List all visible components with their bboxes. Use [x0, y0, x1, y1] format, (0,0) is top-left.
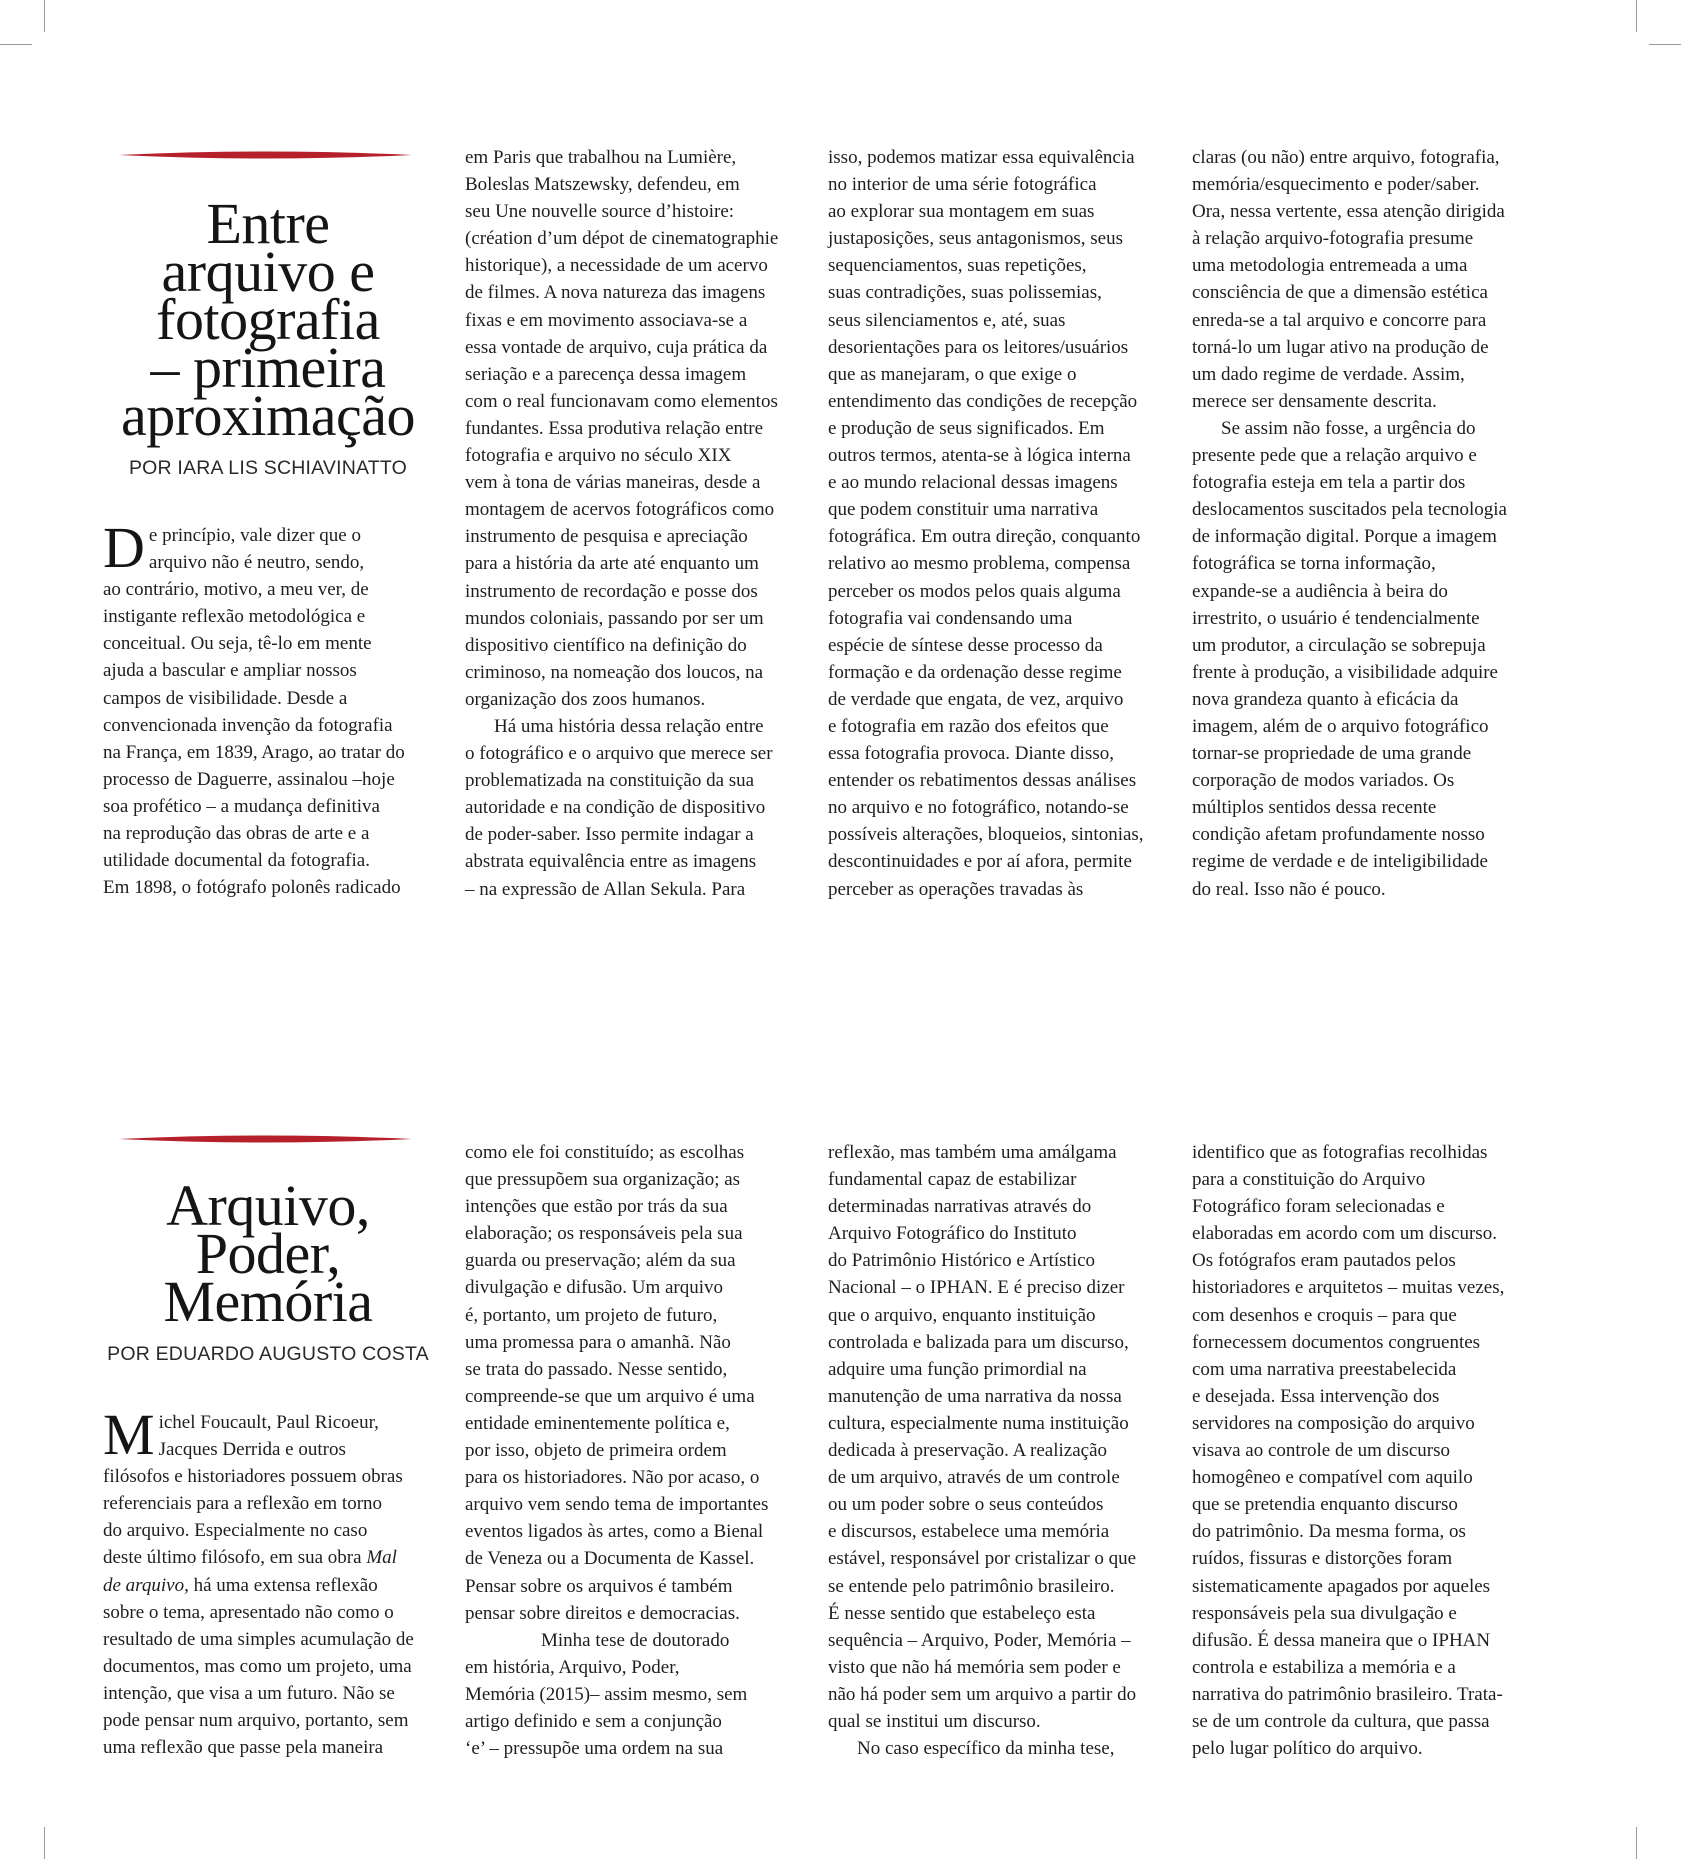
decorative-rule: [120, 1135, 412, 1143]
article-column-4: [1192, 1139, 1527, 1762]
paragraph: isso, podemos matizar essa equivalência no interior de uma série fotográfica ao explorar sua montagem em suas justaposições, seus antagonismos, seus sequenciamentos, suas repetições, suas contradições, suas polissemias, seus silenciamentos e, até, suas desorientações para os leitores/usuários que as manejaram, o que exige o entendimento das condições de recepção e produção de seus significados. Em outros termos, atenta-se à lógica interna e ao mundo relacional dessas imagens que podem constituir uma narrativa fotográfica. Em outra direção, conquanto relativo ao mesmo problema, compensa perceber os modos pelos quais alguma fotografia vai condensando uma espécie de síntese desse processo da formação e da ordenação desse regime de verdade que engata, de vez, arquivo e fotografia em razão dos efeitos que essa fotografia provoca. Diante disso, entender os rebatimentos dessas análises no arquivo e no fotográfico, notando-se possíveis alterações, bloqueios, sintonias, descontinuidades e por aí afora, permite perceber as operações travadas às: [828, 147, 1144, 900]
paragraph: reflexão, mas também uma amálgama fundamental capaz de estabilizar determinadas narrativas através do Arquivo Fotográfico do Instituto do Patrimônio Histórico e Artístico Nacional – o IPHAN. E é preciso dizer que o arquivo, enquanto instituição controlada e balizada para um discurso, adquire uma função primordial na manutenção de uma narrativa da nossa cultura, especialmente numa instituição dedicada à preservação. A realização de um arquivo, através de um controle ou um poder sobre o seus conteúdos e discursos, estabelece uma memória estável, responsável por cristalizar o que se entende pelo patrimônio brasileiro. É nesse sentido que estabeleço esta sequência – Arquivo, Poder, Memória – visto que não há memória sem poder e não há poder sem um arquivo a partir do qual se institui um discurso.: [828, 1142, 1137, 1732]
crop-mark: [44, 1827, 45, 1859]
article-byline: POR IARA LIS SCHIAVINATTO: [128, 457, 408, 479]
paragraph: Se assim não fosse, a urgência do presente pede que a relação arquivo e fotografia esteja em tela a partir dos deslocamentos suscitados pela tecnologia de informação digital. Porque a imagem fotográfica se torna informação, expande-se a audiência à beira do irrestrito, o usuário é tendencialmente um produtor, a circulação se sobrepuja frente à produção, a visibilidade adquire nova grandeza quanto à eficácia da imagem, além de o arquivo fotográfico tornar-se propriedade de uma grande corporação de modos variados. Os múltiplos sentidos dessa recente condição afetam profundamente nosso regime de verdade e de inteligibilidade do real. Isso não é pouco.: [1192, 417, 1507, 900]
article-column-2: [465, 144, 800, 903]
crop-mark: [0, 44, 32, 45]
article-column-4: [1192, 144, 1527, 903]
paragraph: M ichel Foucault, Paul Ricoeur, Jacques Derrida e outros filósofos e historiadores possuem obras referenciais para a reflexão em torno do arquivo. Especialmente no caso deste último filósofo, em sua obra Mal de arquivo, há uma extensa reflexão sobre o tema, apresentado não como o resultado de uma simples acumulação de documentos, mas como um projeto, uma intenção, que visa a um futuro. Não se pode pensar num arquivo, portanto, sem uma reflexão que passe pela maneira: [103, 1402, 414, 1759]
paragraph: D e princípio, vale dizer que o arquivo não é neutro, sendo, ao contrário, motivo, a meu ver, de instigante reflexão metodológica e conceitual. Ou seja, tê-lo em mente ajuda a bascular e ampliar nossos campos de visibilidade. Desde a convencionada invenção da fotografia na França, em 1839, Arago, ao tratar do processo de Daguerre, assinalou –hoje soa profético – a mudança definitiva na reprodução das obras de arte e a utilidade documental da fotografia. Em 1898, o fotógrafo polonês radicado: [103, 515, 405, 899]
paragraph: identifico que as fotografias recolhidas para a constituição do Arquivo Fotográfico foram selecionadas e elaboradas em acordo com um discurso. Os fotógrafos eram pautados pelos historiadores e arquitetos – muitas vezes, com desenhos e croquis – para que fornecessem documentos congruentes com uma narrativa preestabelecida e desejada. Essa intervenção dos servidores na composição do arquivo visava ao controle de um discurso homogêneo e compatível com aquilo que se pretendia enquanto discurso do patrimônio. Da mesma forma, os ruídos, fissuras e distorções foram sistematicamente apagados por aqueles responsáveis pela sua divulgação e difusão. É dessa maneira que o IPHAN controla e estabiliza a memória e a narrativa do patrimônio brasileiro. Trata- se de um controle da cultura, que passa pelo lugar político do arquivo.: [1192, 1142, 1505, 1760]
article-title: Arquivo, Poder, Memória: [163, 1173, 373, 1334]
decorative-rule: [120, 151, 412, 159]
article-column-3: [828, 144, 1163, 903]
crop-mark: [1636, 0, 1637, 32]
crop-mark: [1649, 44, 1681, 45]
drop-cap: D: [103, 515, 145, 580]
article-column-3: [828, 1139, 1163, 1762]
article-column-1: [103, 515, 438, 901]
book-title: de arquivo: [103, 1574, 185, 1596]
paragraph: Minha tese de doutorado em história, Arquivo, Poder, Memória (2015)– assim mesmo, sem artigo definido e sem a conjunção ‘e’ – pressupõe uma ordem na sua: [465, 1629, 748, 1760]
drop-cap: M: [103, 1402, 155, 1467]
paragraph: como ele foi constituído; as escolhas que pressupõem sua organização; as intenções que estão por trás da sua elaboração; os responsáveis pela sua guarda ou preservação; além da sua divulgação e difusão. Um arquivo é, portanto, um projeto de futuro, uma promessa para o amanhã. Não se trata do passado. Nesse sentido, compreende-se que um arquivo é uma entidade eminentemente política e, por isso, objeto de primeira ordem para os historiadores. Não por acaso, o arquivo vem sendo tema de importantes eventos ligados às artes, como a Bienal de Veneza ou a Documenta de Kassel. Pensar sobre os arquivos é também pensar sobre direitos e democracias.: [465, 1142, 769, 1624]
book-title: Mal: [366, 1547, 397, 1569]
paragraph: em Paris que trabalhou na Lumière, Boleslas Matszewsky, defendeu, em seu Une nouvelle source d’histoire: (création d’um dépot de cinematographie historique), a necessidade de um acervo de filmes. A nova natureza das imagens fixas e em movimento associava-se a essa vontade de arquivo, cuja prática da seriação e a parecença dessa imagem com o real funcionavam como elementos fundantes. Essa produtiva relação entre fotografia e arquivo no século XIX vem à tona de várias maneiras, desde a montagem de acervos fotográficos como instrumento de pesquisa e apreciação para a história da arte até enquanto um instrumento de recordação e posse dos mundos coloniais, passando por ser um dispositivo científico na definição do criminoso, na nomeação dos loucos, na organização dos zoos humanos.: [465, 147, 779, 710]
article-column-2: [465, 1139, 800, 1762]
paragraph: No caso específico da minha tese,: [857, 1738, 1115, 1760]
article-byline: POR EDUARDO AUGUSTO COSTA: [107, 1343, 429, 1365]
article-title: Entre arquivo e fotografia – primeira aproximação: [120, 191, 415, 448]
paragraph: claras (ou não) entre arquivo, fotografia, memória/esquecimento e poder/saber. Ora, nessa vertente, essa atenção dirigida à relação arquivo-fotografia presume uma metodologia entremeada a uma consciência de que a dimensão estética enreda-se a tal arquivo e concorre para torná-lo um lugar ativo na produção de um dado regime de verdade. Assim, merece ser densamente descrita.: [1192, 147, 1505, 412]
article-column-1: [103, 1402, 438, 1761]
crop-mark: [44, 0, 45, 32]
crop-mark: [1636, 1827, 1637, 1859]
paragraph: Há uma história dessa relação entre o fotográfico e o arquivo que merece ser problematizada na constituição da sua autoridade e na condição de dispositivo de poder-saber. Isso permite indagar a abstrata equivalência entre as imagens – na expressão de Allan Sekula. Para: [465, 715, 773, 900]
